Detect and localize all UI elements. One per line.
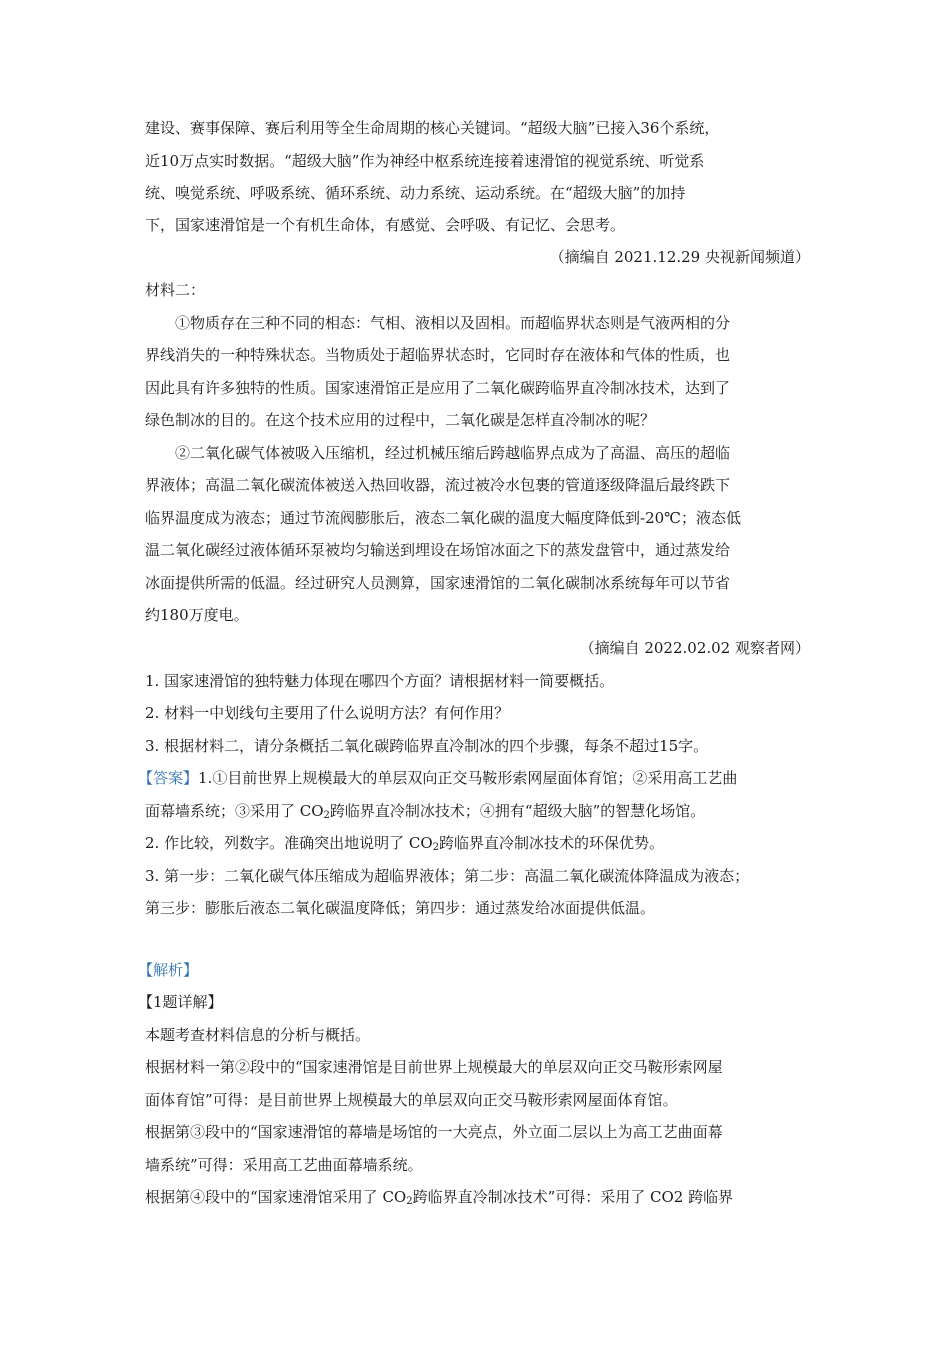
text-line: ②二氧化碳气体被吸入压缩机，经过机械压缩后跨越临界点成为了高温、高压的超临 bbox=[175, 444, 731, 462]
text-line: 临界温度成为液态；通过节流阀膨胀后，液态二氧化碳的温度大幅度降低到-20℃；液态低 bbox=[145, 509, 741, 527]
analysis-line: 根据材料一第②段中的“国家速滑馆是目前世界上规模最大的单层双向正交马鞍形索网屋 bbox=[145, 1058, 723, 1076]
answer-line bbox=[145, 801, 810, 826]
analysis-line: 墙系统”可得：采用高工艺曲面幕墙系统。 bbox=[145, 1156, 423, 1174]
text-line: 因此具有许多独特的性质。国家速滑馆正是应用了二氧化碳跨临界直冷制冰技术，达到了 bbox=[145, 379, 731, 397]
text-line: 绿色制冰的目的。在这个技术应用的过程中，二氧化碳是怎样直冷制冰的呢？ bbox=[145, 411, 656, 429]
source-citation: （摘编自 2022.02.02 观察者网） bbox=[579, 639, 810, 657]
answer-tag: 【答案】 bbox=[138, 769, 199, 787]
analysis-line: 面体育馆”可得：是目前世界上规模最大的单层双向正交马鞍形索网屋面体育馆。 bbox=[145, 1091, 678, 1109]
text-line: 近10万点实时数据。“超级大脑”作为神经中枢系统连接着速滑馆的视觉系统、听觉系 bbox=[145, 152, 705, 170]
analysis-line: 根据第③段中的“国家速滑馆的幕墙是场馆的一大亮点，外立面二层以上为高工艺曲面幕 bbox=[145, 1123, 723, 1141]
question-3: 3. 根据材料二，请分条概括二氧化碳跨临界直冷制冰的四个步骤，每条不超过15字。 bbox=[145, 737, 709, 755]
answer-line: 第三步：膨胀后液态二氧化碳温度降低；第四步：通过蒸发给冰面提供低温。 bbox=[145, 899, 656, 917]
answer-text: 1.①目前世界上规模最大的单层双向正交马鞍形索网屋面体育馆；②采用高工艺曲 bbox=[198, 769, 738, 787]
answer-line bbox=[145, 833, 810, 858]
subscript: 2 bbox=[323, 810, 330, 821]
answer-line bbox=[138, 768, 810, 788]
subscript: 2 bbox=[432, 842, 439, 853]
answer-text: 跨临界直冷制冰技术；④拥有“超级大脑”的智慧化场馆。 bbox=[329, 802, 706, 820]
answer-line: 3. 第一步：二氧化碳气体压缩成为超临界液体；第二步：高温二氧化碳流体降温成为液态； bbox=[145, 867, 750, 885]
text-line: 温二氧化碳经过液体循环泵被均匀输送到埋设在场馆冰面之下的蒸发盘管中，通过蒸发给 bbox=[145, 541, 731, 559]
text-line: 统、嗅觉系统、呼吸系统、循环系统、动力系统、运动系统。在“超级大脑”的加持 bbox=[145, 184, 686, 202]
answer-text: 面幕墙系统；③采用了 CO bbox=[145, 802, 324, 820]
question-1: 1. 国家速滑馆的独特魅力体现在哪四个方面？请根据材料一简要概括。 bbox=[145, 672, 615, 690]
analysis-subheading: 【1题详解】 bbox=[138, 993, 223, 1011]
analysis-text: 跨临界直冷制冰技术”可得：采用了 CO2 跨临界 bbox=[412, 1188, 734, 1206]
section-heading: 材料二： bbox=[145, 281, 206, 299]
analysis-line: 本题考查材料信息的分析与概括。 bbox=[145, 1026, 371, 1044]
answer-text: 2. 作比较，列数字。准确突出地说明了 CO bbox=[145, 834, 433, 852]
text-line: 界液体；高温二氧化碳流体被送入热回收器，流过被冷水包裹的管道逐级降温后最终跌下 bbox=[145, 476, 731, 494]
analysis-text: 根据第④段中的“国家速滑馆采用了 CO bbox=[145, 1188, 407, 1206]
analysis-tag: 【解析】 bbox=[138, 961, 199, 979]
source-citation: （摘编自 2021.12.29 央视新闻频道） bbox=[549, 248, 810, 266]
text-line: 界线消失的一种特殊状态。当物质处于超临界状态时，它同时存在液体和气体的性质，也 bbox=[145, 346, 731, 364]
text-line: ①物质存在三种不同的相态：气相、液相以及固相。而超临界状态则是气液两相的分 bbox=[175, 314, 731, 332]
text-line: 下，国家速滑馆是一个有机生命体，有感觉、会呼吸、有记忆、会思考。 bbox=[145, 216, 626, 234]
text-line: 建设、赛事保障、赛后利用等全生命周期的核心关键词。“超级大脑”已接入36个系统， bbox=[145, 119, 720, 137]
answer-text: 跨临界直冷制冰技术的环保优势。 bbox=[439, 834, 665, 852]
question-2: 2. 材料一中划线句主要用了什么说明方法？有何作用？ bbox=[145, 704, 510, 722]
subscript: 2 bbox=[406, 1196, 413, 1207]
text-line: 约180万度电。 bbox=[145, 606, 249, 624]
analysis-line bbox=[145, 1187, 810, 1212]
text-line: 冰面提供所需的低温。经过研究人员测算，国家速滑馆的二氧化碳制冰系统每年可以节省 bbox=[145, 574, 731, 592]
